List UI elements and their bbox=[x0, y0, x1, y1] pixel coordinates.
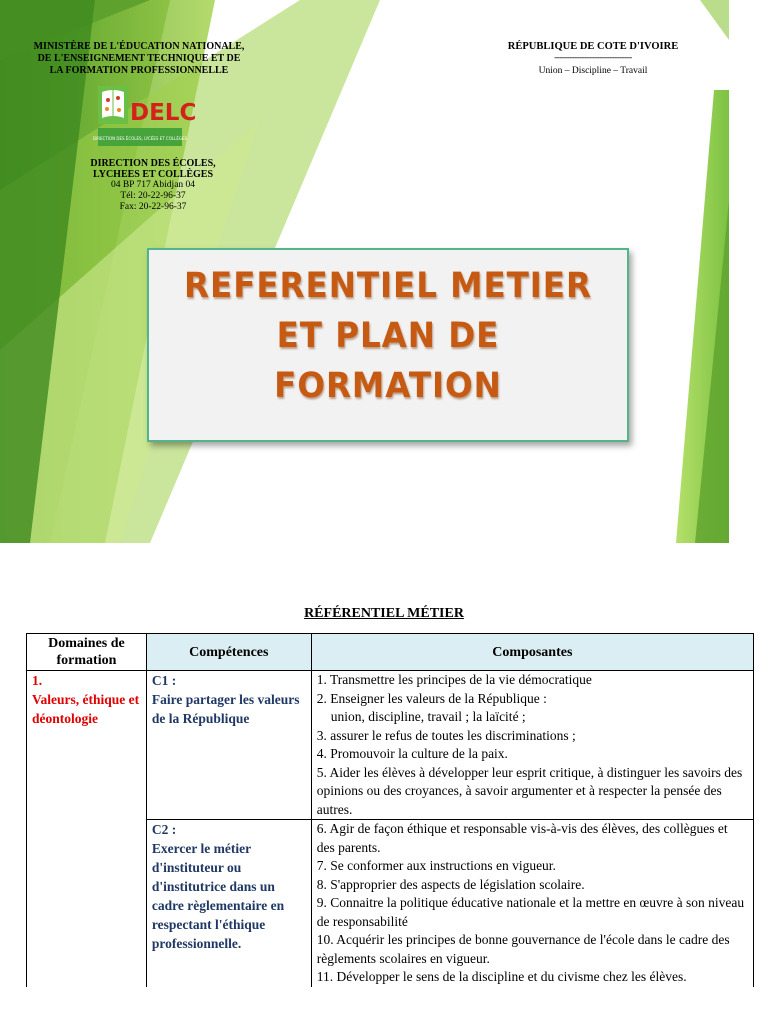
composantes-list bbox=[317, 671, 748, 819]
direction-info bbox=[66, 158, 240, 213]
competence-cell-c1 bbox=[146, 671, 311, 820]
ministry-header bbox=[30, 41, 248, 77]
header-competences: Compétences bbox=[146, 634, 311, 671]
composante-number: 10. bbox=[316, 932, 334, 947]
composante-text: Enseigner les valeurs de la République : bbox=[330, 690, 547, 706]
republic-title: RÉPUBLIQUE DE COTE D'IVOIRE bbox=[507, 41, 679, 52]
composante-text: Promouvoir la culture de la paix. bbox=[330, 746, 508, 761]
ministry-line: MINISTÈRE DE L'ÉDUCATION NATIONALE, bbox=[33, 41, 245, 52]
composante-item bbox=[317, 671, 748, 690]
domain-number: 1. bbox=[32, 673, 43, 688]
direction-fax: Fax: 20-22-96-37 bbox=[119, 202, 187, 212]
delc-logo bbox=[92, 84, 197, 150]
title-line: ET PLAN DE bbox=[276, 316, 500, 356]
competence-code: C1 : bbox=[151, 673, 177, 688]
republic-separator: ------------------------------- bbox=[554, 52, 632, 62]
composante-number: 5. bbox=[316, 764, 327, 780]
table-row bbox=[27, 671, 754, 820]
header-domaines: Domaines de formation bbox=[27, 634, 147, 671]
composante-item bbox=[317, 968, 748, 987]
composante-text: Agir de façon éthique et responsable vis-à-vis des élèves, des collègues et des parents. bbox=[316, 821, 728, 855]
title-line: FORMATION bbox=[274, 366, 502, 406]
composante-number: 3. bbox=[316, 727, 327, 743]
composante-item bbox=[317, 857, 748, 876]
composante-number: 2. bbox=[316, 690, 327, 706]
title-box bbox=[147, 248, 629, 442]
composante-text: Acquérir les principes de bonne gouvernance de l'école dans le cadre des règlements scolaires en vigueur. bbox=[316, 932, 730, 966]
composante-text: Se conformer aux instructions en vigueur. bbox=[330, 858, 556, 873]
composante-number: 4. bbox=[316, 746, 327, 761]
composante-text: Développer le sens de la discipline et du civisme chez les élèves. bbox=[336, 969, 687, 984]
logo-text: DELC bbox=[130, 100, 197, 126]
composante-item bbox=[317, 894, 748, 931]
composante-item bbox=[317, 727, 748, 746]
composante-text: Transmettre les principes de la vie démocratique bbox=[330, 672, 592, 687]
composantes-cell-c2 bbox=[311, 820, 753, 987]
logo-caption: DIRECTION DES ÉCOLES, LYCÉES ET COLLÈGES bbox=[92, 136, 188, 141]
direction-address: 04 BP 717 Abidjan 04 bbox=[110, 180, 196, 190]
direction-tel: Tél: 20-22-96-37 bbox=[120, 191, 186, 201]
direction-name-line: DIRECTION DES ÉCOLES, bbox=[90, 158, 216, 169]
composante-number: 9. bbox=[316, 895, 327, 910]
composante-item bbox=[317, 876, 748, 895]
composante-number: 8. bbox=[316, 876, 327, 892]
referentiel-table bbox=[26, 633, 754, 987]
domain-cell bbox=[27, 671, 147, 987]
composante-text: Aider les élèves à développer leur esprit critique, à distinguer les savoirs des opinions ou des croyances, à savoir argumenter et à respecter la pensée des autres. bbox=[316, 764, 743, 817]
competence-label: Exercer le métier d'instituteur ou d'institutrice dans un cadre règlementaire en respectant l'éthique professionnelle. bbox=[151, 841, 285, 951]
composante-number: 7. bbox=[316, 858, 327, 873]
competence-label: Faire partager les valeurs de la République bbox=[151, 692, 300, 726]
composante-item bbox=[317, 820, 748, 857]
composante-item bbox=[317, 931, 748, 968]
composante-number: 1. bbox=[316, 672, 327, 687]
ministry-line: DE L'ENSEIGNEMENT TECHNIQUE ET DE bbox=[37, 53, 241, 64]
table-header-row bbox=[27, 634, 754, 671]
direction-name-line: LYCHEES ET COLLÈGES bbox=[92, 169, 214, 180]
header-composantes: Composantes bbox=[311, 634, 753, 671]
title-line: REFERENTIEL METIER bbox=[184, 266, 592, 306]
composante-continuation: union, discipline, travail ; la laïcité ; bbox=[330, 709, 526, 724]
composante-item bbox=[317, 690, 748, 727]
composante-number: 6. bbox=[316, 821, 327, 836]
composante-item bbox=[317, 764, 748, 820]
republic-motto: Union – Discipline – Travail bbox=[538, 66, 648, 76]
composante-text: Connaitre la politique éducative nationale et la mettre en œuvre à son niveau de responsabilité bbox=[316, 895, 745, 929]
domain-label: Valeurs, éthique et déontologie bbox=[32, 692, 140, 726]
referentiel-heading: RÉFÉRENTIEL MÉTIER bbox=[304, 606, 464, 621]
competence-cell-c2 bbox=[146, 820, 311, 987]
composante-number: 11. bbox=[316, 969, 334, 984]
competence-code: C2 : bbox=[151, 822, 177, 837]
ministry-line: LA FORMATION PROFESSIONNELLE bbox=[49, 65, 229, 76]
republic-header bbox=[505, 41, 681, 77]
composante-text: S'approprier des aspects de législation scolaire. bbox=[330, 876, 585, 892]
composantes-cell-c1 bbox=[311, 671, 753, 820]
composantes-list bbox=[317, 820, 748, 987]
composante-item bbox=[317, 745, 748, 764]
composante-text: assurer le refus de toutes les discriminations ; bbox=[330, 727, 576, 743]
